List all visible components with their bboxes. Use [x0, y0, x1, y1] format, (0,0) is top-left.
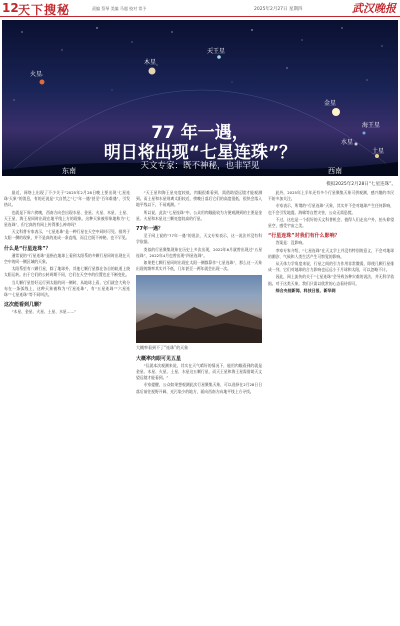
direction-southeast: 东南: [62, 167, 76, 175]
planet-label-jupiter: 木星: [144, 59, 157, 66]
paragraph: 最近，网络上出现了不少关于“2025年2月28日晚上要出现‘七星连珠’天象”的消息，有的还说是“大自然之“七”年一遇”甚至“百年难遇”，引发热议。: [4, 190, 130, 208]
section-title: 天下搜秘: [18, 3, 71, 17]
paragraph: 答案是：没影响。: [275, 240, 306, 246]
page-header: [0, 0, 400, 17]
subheading: 这次能看到几颗？: [4, 302, 45, 309]
editor-credits: 责编 蔡琴 美编 马超 校对 常予: [92, 6, 147, 11]
paragraph: 类似的行星聚集现象在历史上多次出现，2022年6月就曾出现过“五星连珠”，2022年4月也曾出现“四星连珠”。: [136, 246, 262, 258]
paragraph: 不过，这也是一个很好的天文科普机会，值得人们走出户外，抬头仰望星空，感受宇宙之美。: [268, 216, 394, 229]
mars-dot: [40, 80, 45, 85]
jupiter-dot: [149, 68, 156, 75]
paragraph: 专家提醒，公众如果想观测此次行星聚集天象，可以选择在2月28日日落后前往视野开阔、光污染少的地方，面向西南方向地平线上方寻找。: [136, 382, 262, 394]
paragraph: 也就是下周六傍晚，西南方向会出现水星、金星、火星、木星、土星、天王星、海王星同时出现在地平线上方的现象。这种天象被形象地称为“七星连珠”，但它真的有网上传得那么神奇吗？: [4, 209, 130, 228]
paragraph: 天文科普专家表示，“七星连珠”是一种行星在天空中同时可见、排列于太阳一侧的现象，并不是真的连成一条直线，而且它既不神秘，也不罕见。: [4, 229, 130, 241]
page-number: 12: [2, 1, 19, 15]
paragraph: 专家表示，所谓的“行星连珠”天象，其实并不会对地球产生任何影响，也不会引发地震、海啸等自然灾害，公众无需恐慌。: [268, 203, 394, 215]
paragraph: 因此，网上流传的关于“七星连珠”会导致各种灾难的说法，并无科学依据。对于这类天象，我们只需以欣赏的心态看待即可。: [268, 274, 394, 286]
paragraph: 通常说的“行星连珠”是指在地球上看到太阳系的多颗行星同时出现在天空中的同一侧区域的天象。: [4, 252, 130, 265]
article-column-1: [4, 190, 130, 317]
paragraph: 当几颗行星恰好运行到太阳的同一侧时，从地球上看，它们就会大致分布在一条弧线上，这种天象被称为“行星连珠”，有“五星连珠”“六星连珠”“七星连珠”等不同叫法。: [4, 279, 130, 298]
subheading: “行星连珠”对我们有什么影响？: [268, 233, 340, 240]
venus-dot: [332, 108, 340, 116]
uranus-dot: [217, 55, 221, 59]
planet-label-venus: 金星: [324, 100, 337, 107]
paragraph: 此外，2025年上半年还有多个行星聚集天象可供观测，感兴趣的市民不妨多加关注。: [268, 190, 394, 202]
planet-label-mercury: 水星: [341, 139, 354, 146]
paragraph: 从天体力学角度来说，行星之间的引力作用非常微弱，即使几颗行星排成一列，它们对地球的合力影响也远远小于月球和太阳，可以忽略不计。: [268, 261, 394, 273]
paragraph: 太阳系里有八颗行星，除了地球外，其他七颗行星都在各自的轨道上绕太阳运转。由于它们的公转周期不同，它们在天空中的位置也在不断变化。: [4, 266, 130, 278]
planet-label-uranus: 天王星: [207, 48, 226, 55]
hero-subtitle: 天文专家：既不神秘，也非罕见: [140, 161, 260, 171]
article-column-2: [136, 190, 262, 396]
article-column-3: [268, 190, 394, 295]
paragraph: 至于网上说的“77年一遇”的说法，天文专家表示，这一说法并没有科学依据。: [136, 233, 262, 245]
direction-southwest: 西南: [328, 167, 342, 175]
newspaper-logo: 武汉晚报: [352, 2, 396, 15]
planet-label-saturn: 土星: [372, 148, 385, 155]
hero-title-line1: 77 年一遇，: [151, 123, 249, 143]
paragraph: 李家专家介绍，“七星连珠”在天文学上并没有特别的意义，不会对地球的潮汐、气候和人类生活产生可察觉的影响。: [268, 247, 394, 259]
subheading: 大概率肉眼可见五星: [136, 355, 182, 362]
source-credit: 综合央视新闻、科技日报、新华网: [275, 287, 336, 293]
landscape-photo: [136, 275, 262, 343]
publication-date: 2025年2月27日 星期四: [254, 7, 303, 12]
paragraph: 所以说，此次“七星连珠”中，公众用肉眼能较为方便观测到的主要是金星、火星和木星这三颗亮度较高的行星。: [136, 209, 262, 221]
subheading: 77年一遇？: [136, 226, 163, 233]
paragraph: 如果把七颗行星同时出现在太阳一侧都算作“七星连珠”，那么这一天象出现的频率其实并不低，几年甚至一两年就会出现一次。: [136, 260, 262, 272]
paragraph: “天王星和海王星亮度较低，肉眼很难看到，需借助望远镜才能观测到。而土星和水星则离太阳较近，傍晚日落后它们的高度很低，很快会落入地平线以下，不易观测。”: [136, 190, 262, 208]
paragraph: “仅就本次观测来说，其实在天气晴好的情况下，能用肉眼看到的就是金星、木星、火星、土星、水星这五颗行星，而天王星和海王星需借助天文望远镜才能看到。”: [136, 362, 262, 381]
planet-label-mars: 火星: [30, 71, 43, 78]
subheading: 什么是“行星连珠”？: [4, 245, 51, 252]
paragraph: “木星、金星、火星、土星、水星……”: [11, 309, 77, 315]
photo-caption: 大概率看到不了“连珠”的天象: [136, 345, 189, 351]
hero-caption: 模拟2025年2月28日“七星连珠”。: [326, 182, 396, 187]
hero-illustration: [2, 20, 398, 176]
hero-title-line2: 明日将出现“七星连珠”？: [103, 143, 297, 163]
planet-label-neptune: 海王星: [362, 122, 381, 129]
